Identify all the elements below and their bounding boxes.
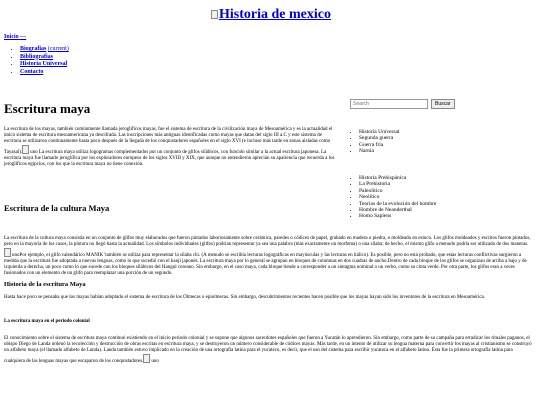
sidebar-item[interactable]: • Narnia <box>359 148 399 154</box>
broken-image-icon <box>4 248 11 257</box>
broken-image-icon <box>22 145 29 154</box>
sidebar-list-2 <box>352 175 436 220</box>
sidebar-item[interactable]: • Paleolítico <box>359 188 436 194</box>
sidebar-item[interactable]: • Neolítico <box>359 194 436 200</box>
history-paragraph: Hasta hace poco se pensaba que los mayas habían adoptado el sistema de escritura de los Olmecas o epiolmecas. Sin embargo, descubrimientos recientes hacen posible que los mayas hayan sido los inventores de la escritura en Mesoamérica. <box>4 295 486 300</box>
sidebar-item[interactable]: • Historia Prehispánica <box>359 175 436 181</box>
nav-link-bibliografias[interactable]: Bibliografias <box>20 53 54 60</box>
nav-item-biografias[interactable] <box>20 46 69 54</box>
nav-item-historia-universal[interactable] <box>20 61 69 69</box>
section-paragraph: La escritura de la cultura maya consistía en un conjunto de glifos muy elaborados que fueron pintados laboriosamente sobre cerámica, paredes o códices de papel, grabado en madera o piedra, o moldeado en estuco. Los glifos moldeados y escritos fueron pintados, pero en la mayoría de los casos, la pintura no llegó hasta la actualidad. Los símbolos individuales (glifos) podrían representar ya sea una palabra (más exactamente un morfema) o una sílaba; de hecho, el mismo glifo a menudo podría ser utilizado de dos maneras.unoPor ejemplo, el glifo calendárico MANIK 'también se utiliza para representar la sílaba chi. (A menudo se escribía lecturas logográficas en mayúsculas y las lecturas en itálico). Es posible, pero no está probado, que estas lecturas conflictivas surgieron a medida que la escritura fue adoptada a nuevas lenguas, como lo que sucedió con el kanji japonés. La escritura maya por lo general se agrupan en bloques de columnas en dos cuadras de ancho.Dentro de cada bloque de los glifos se organizan de arriba a bajo y de izquierda a derecha, un poco como lo que sucede con los bloques silábicos del Hangul coreano. Sin embargo, en el caso maya, cada bloque tiende a corresponder a un sintagma nominal o un verbo, como su cinta verde. Por otra parte, los glifos eran a veces fusionados con un elemento de un glifo para reemplazar una porción de un segundo. <box>4 236 531 276</box>
sub-nav <box>5 46 69 76</box>
sidebar-list-1 <box>352 129 399 155</box>
nav-item-bibliografias[interactable] <box>20 54 69 62</box>
sidebar-item[interactable]: • Segunda guerra <box>359 135 399 141</box>
sidebar-item[interactable]: • La Prehistoria <box>359 181 436 187</box>
sidebar-item[interactable]: • Hombre de Neanderthal <box>359 207 436 213</box>
intro-paragraph: La escritura de los mayas, también comúnmente llamada jeroglíficos mayas, fue el sistema de escritura de la civilización maya de Mesoamérica y es la actualidad el único sistema de escritura mesoamericana ya descifrada. Las inscripciones más antiguas identificadas como mayas que datan del siglo III a.C y este sistema de escritura se utilizaron continuamente hasta poco después de la llegada de los conquistadores españoles en el siglo XVI (e incluso más tarde en zonas aisladas como Tayasal). uno La escritura maya utiliza logogramas complementados por un conjunto de glifos silábicos, con función similar a la actual escritura japonesa. La escritura maya fue llamado jeroglífica por los exploradores europeos de los siglos XVIII y XIX, que aunque no entendieron aprecian su apariencia que recuerda a los jeroglíficos egipcios, con los que la escritura maya no tiene conexión. <box>4 127 335 167</box>
search-button[interactable]: Buscar <box>431 99 455 109</box>
search-form <box>350 99 455 109</box>
top-nav <box>4 34 26 40</box>
nav-link-contacto[interactable]: Contacto <box>20 68 44 75</box>
sidebar-item[interactable]: • Teorias de la evolución del hombre <box>359 201 436 207</box>
broken-image-icon <box>143 354 150 363</box>
sidebar-item[interactable]: • Homo Sapiens <box>359 213 436 219</box>
history-title: Historia de la escritura Maya <box>4 281 86 288</box>
site-logo-link[interactable] <box>211 7 331 23</box>
nav-link-biografias[interactable]: Biografias <box>20 46 47 52</box>
section-title: Escritura de la cultura Maya <box>4 203 110 213</box>
sidebar-item[interactable]: • Historia Universal <box>359 129 399 135</box>
current-indicator: (current) <box>47 46 69 52</box>
site-logo[interactable]: Historia de mexico <box>211 7 331 22</box>
colonial-title: La escritura maya en el periodo colonial <box>4 319 90 324</box>
sidebar-item[interactable]: • Guerra fria <box>359 142 399 148</box>
search-input[interactable] <box>350 99 428 109</box>
broken-image-icon <box>211 10 218 19</box>
nav-home-link[interactable]: Inicio — <box>4 34 27 40</box>
nav-item-contacto[interactable] <box>20 69 69 77</box>
colonial-paragraph: El conocimiento sobre el sistema de escritura maya continuó existiendo en el inicio periodo colonial y se supone que algunos sacerdotes españoles que fueron a Yucatán lo aprendieron. Sin embargo, como parte de su campaña para erradicar los rituales paganos, el obispo Diego de Landa ordenó la recolección y destrucción de obras escritas en escritura maya, y se destruyeron un número considerable de códices mayas. Más tarde, en un intento de utilizar su lengua materna para convertir los mayas al cristianismo se construyó un alfabeto maya (el llamado alfabeto de Landa). Landa también estuvo implicado en la creación de una ortografía latina para el yucateco, es decir, que el uso del sistema para escribir yucateca en el alfabeto latino. Ésta fue la primera ortografía latina para cualquiera de las lenguas mayas que escaparon de los conquistadores. uno <box>4 336 532 364</box>
nav-link-historia-universal[interactable]: Historia Universal <box>20 61 68 67</box>
page-title: Escritura maya <box>4 101 91 116</box>
